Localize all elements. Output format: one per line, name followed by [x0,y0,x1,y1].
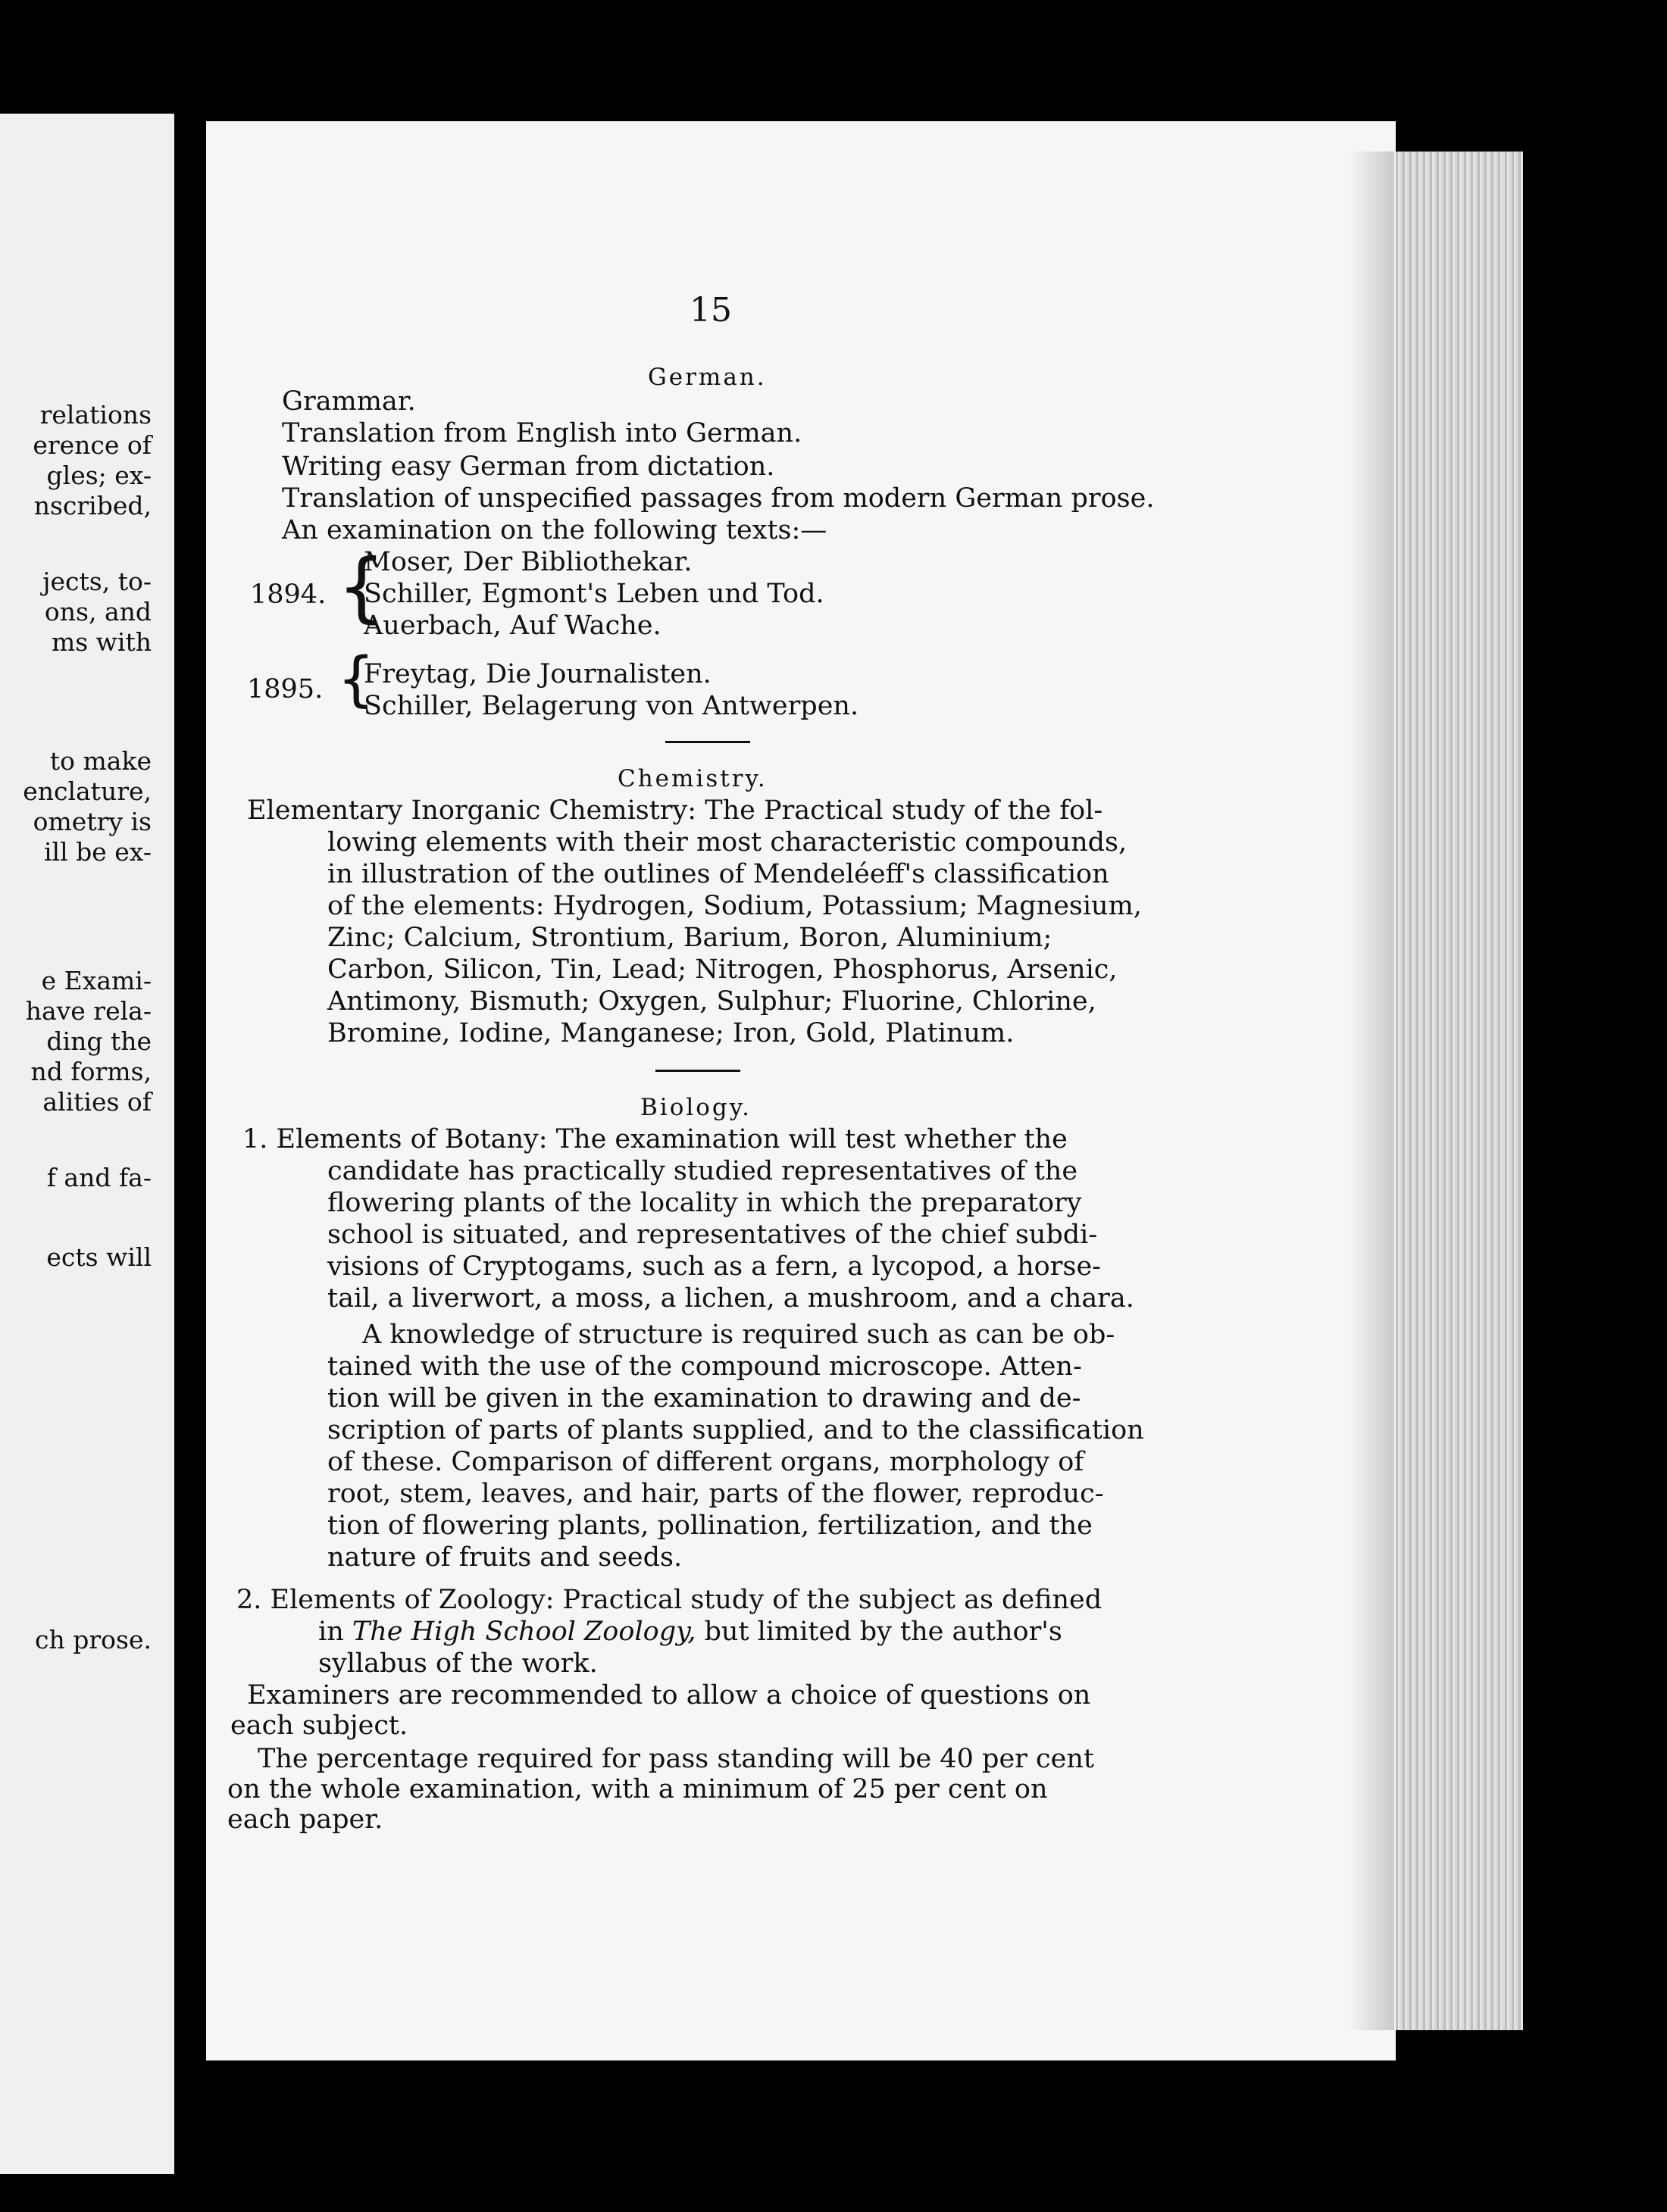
biology-line: tail, a liverwort, a moss, a lichen, a mushroom, and a chara. [327,1283,1134,1314]
left-margin-line: ch prose. [35,1625,152,1654]
left-margin-line: nscribed, [33,491,152,520]
year-1894: 1894. [250,580,327,610]
chemistry-line: in illustration of the outlines of Mendeléeff's classification [327,859,1109,889]
left-margin-line: e Exami- [41,966,152,995]
left-margin-line: to make [49,746,152,776]
biology-line: scription of parts of plants supplied, and to the classification [327,1415,1144,1445]
biology-heading: Biology. [640,1094,752,1121]
left-margin-line: ometry is [33,807,152,836]
chemistry-line: lowing elements with their most characteristic compounds, [327,827,1127,858]
closing-line: Examiners are recommended to allow a choice of questions on [247,1680,1091,1711]
chemistry-line: Antimony, Bismuth; Oxygen, Sulphur; Fluorine, Chlorine, [327,986,1096,1017]
left-margin-line: gles; ex- [46,461,152,490]
left-margin-line: ons, and [44,597,152,626]
chemistry-line: Elementary Inorganic Chemistry: The Practical study of the fol- [247,795,1103,826]
brace-1895: { [337,645,375,714]
biology-line: school is situated, and representatives of the chief subdi- [327,1220,1098,1250]
german-line: Translation from English into German. [282,418,802,448]
zoology-line [318,1617,1062,1647]
left-margin-line: alities of [42,1087,152,1117]
left-margin-line: f and fa- [46,1163,152,1192]
left-margin-line: ms with [51,627,152,657]
chemistry-line: Carbon, Silicon, Tin, Lead; Nitrogen, Phosphorus, Arsenic, [327,954,1118,985]
biology-line: tained with the use of the compound microscope. Atten- [327,1351,1082,1382]
chemistry-line: Bromine, Iodine, Manganese; Iron, Gold, Platinum. [327,1018,1015,1048]
left-margin-line: enclature, [23,776,152,806]
zoology-line: syllabus of the work. [318,1648,598,1679]
german-line: Translation of unspecified passages from modern German prose. [282,483,1155,514]
chemistry-line: of the elements: Hydrogen, Sodium, Potassium; Magnesium, [327,891,1142,921]
left-page-fragment [0,114,174,2174]
biology-line: nature of fruits and seeds. [327,1542,683,1573]
biology-line: tion will be given in the examination to drawing and de- [327,1383,1081,1414]
biology-line: A knowledge of structure is required such as can be ob- [362,1320,1115,1350]
german-line: Writing easy German from dictation. [282,451,775,482]
left-margin-line: relations [39,400,152,430]
section-rule [665,741,750,743]
text-1894: Auerbach, Auf Wache. [364,611,661,641]
left-margin-line: erence of [33,430,152,460]
left-margin-line: nd forms, [30,1057,152,1086]
page-edges [1387,152,1523,2030]
biology-line: candidate has practically studied representatives of the [327,1156,1078,1186]
closing-line: on the whole examination, with a minimum of 25 per cent on [227,1774,1048,1804]
german-line: An examination on the following texts:— [282,515,827,545]
left-margin-line: ill be ex- [43,837,152,867]
closing-line: each paper. [227,1804,383,1835]
biology-line: of these. Comparison of different organs, morphology of [327,1447,1084,1477]
biology-line: root, stem, leaves, and hair, parts of the flower, reproduc- [327,1479,1104,1509]
closing-line: The percentage required for pass standing will be 40 per cent [258,1744,1094,1774]
book-title: The High School Zoology, [352,1617,696,1647]
zoology-line: 2. Elements of Zoology: Practical study of the subject as defined [236,1585,1102,1615]
page-shadow [1349,152,1394,2030]
biology-line: 1. Elements of Botany: The examination will test whether the [242,1124,1068,1154]
text-1895: Schiller, Belagerung von Antwerpen. [364,691,859,721]
chemistry-heading: Chemistry. [618,765,768,792]
section-rule [655,1070,740,1072]
biology-line: tion of flowering plants, pollination, fertilization, and the [327,1511,1093,1541]
text-1894: Moser, Der Bibliothekar. [364,547,693,577]
year-1895: 1895. [247,674,324,705]
left-margin-line: ding the [46,1026,152,1056]
german-heading: German. [648,364,767,391]
brace-1894: { [337,542,386,631]
zoology-rest: but limited by the author's [704,1617,1062,1647]
text-1894: Schiller, Egmont's Leben und Tod. [364,579,824,609]
biology-line: flowering plants of the locality in which the preparatory [327,1188,1082,1218]
zoology-in: in [318,1617,344,1647]
biology-line: visions of Cryptogams, such as a fern, a lycopod, a horse- [327,1251,1101,1282]
text-1895: Freytag, Die Journalisten. [364,659,712,689]
page-number: 15 [690,291,732,330]
chemistry-line: Zinc; Calcium, Strontium, Barium, Boron, Aluminium; [327,923,1052,953]
closing-line: each subject. [230,1711,408,1741]
left-margin-line: have rela- [25,996,152,1026]
left-margin-line: ects will [46,1242,152,1272]
left-margin-line: jects, to- [42,567,152,596]
german-line: Grammar. [282,386,416,417]
